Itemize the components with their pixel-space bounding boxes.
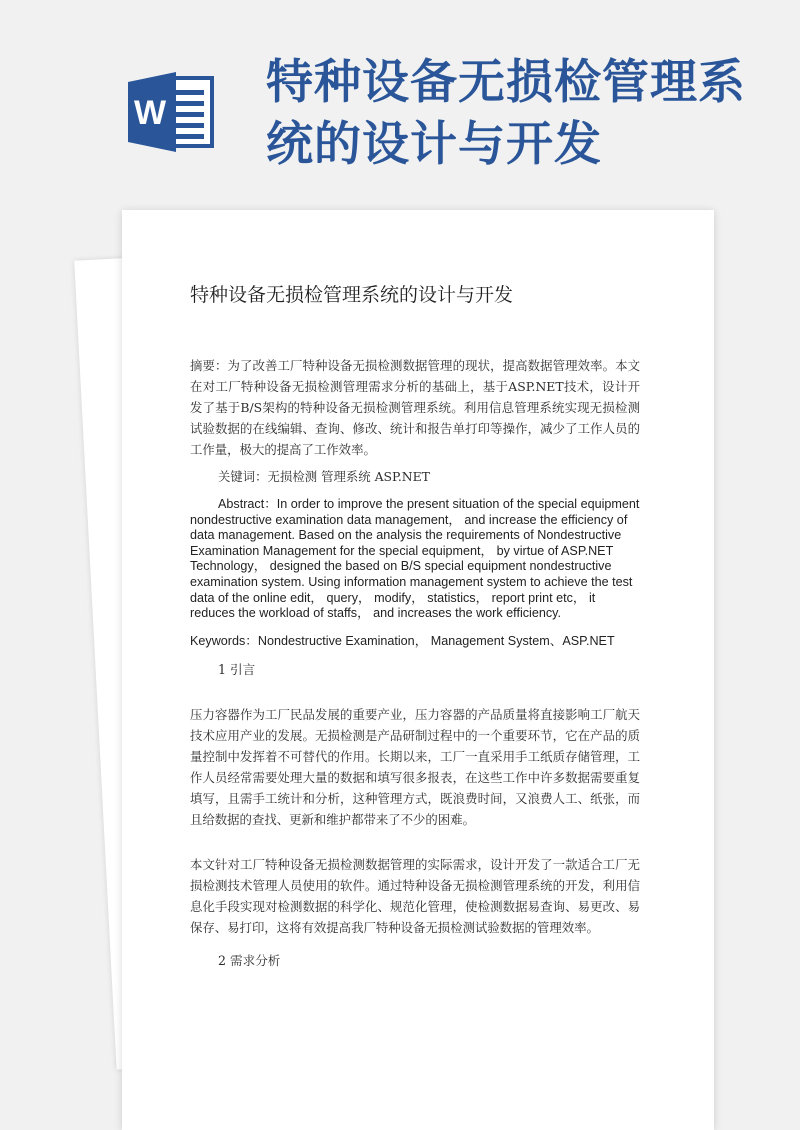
section-heading-requirements: 2 需求分析 <box>218 953 281 969</box>
abstract-en: Abstract：In order to improve the present situation of the special equipment nondestructive examination data management， and increase the efficiency of data management. Based on the analysis the requirements of Nondestructive Examination Management for the special equipment， by virtue of ASP.NET Technology， designed the based on B/S special equipment nondestructive examination system. Using information management system to achieve the test data of the online edit， query， modify， statistics， report print etc， it reduces the workload of staffs， and increases the work efficiency. <box>190 497 640 621</box>
paragraph-purpose: 本文针对工厂特种设备无损检测数据管理的实际需求，设计开发了一款适合工厂无损检测技术管理人员使用的软件。通过特种设备无损检测管理系统的开发，利用信息化手段实现对检测数据的科学化、规范化管理，使检测数据易查询、易更改、易保存、易打印，这将有效提高我厂特种设备无损检测试验数据的管理效率。 <box>190 857 640 936</box>
word-icon <box>128 72 216 152</box>
keywords-zh: 关键词：无损检测 管理系统 ASP.NET <box>218 469 430 484</box>
abstract-zh: 摘要：为了改善工厂特种设备无损检测数据管理的现状，提高数据管理效率。本文在对工厂特种设备无损检测管理需求分析的基础上，基于ASP.NET技术，设计开发了基于B/S架构的特种设备无损检测管理系统。利用信息管理系统实现无损检测试验数据的在线编辑、查询、修改、统计和报告单打印等操作，减少了工作人员的工作量，极大的提高了工作效率。 <box>190 358 640 457</box>
keywords-en: Keywords：Nondestructive Examination， Management System、ASP.NET <box>190 633 615 648</box>
paragraph-introduction: 压力容器作为工厂民品发展的重要产业，压力容器的产品质量将直接影响工厂航天技术应用产业的发展。无损检测是产品研制过程中的一个重要环节，它在产品的质量控制中发挥着不可替代的作用。长期以来，工厂一直采用手工纸质存储管理，工作人员经常需要处理大量的数据和填写很多报表，在这些工作中许多数据需要重复填写，且需手工统计和分析，这种管理方式，既浪费时间，又浪费人工、纸张，而且给数据的查找、更新和维护都带来了不少的困难。 <box>190 707 640 828</box>
banner-title: 特种设备无损检管理系统的设计与开发 <box>266 55 746 172</box>
section-heading-introduction: 1 引言 <box>218 662 256 678</box>
word-letter: W <box>133 94 167 132</box>
document-content <box>190 280 640 971</box>
document-title: 特种设备无损检管理系统的设计与开发 <box>190 284 514 306</box>
